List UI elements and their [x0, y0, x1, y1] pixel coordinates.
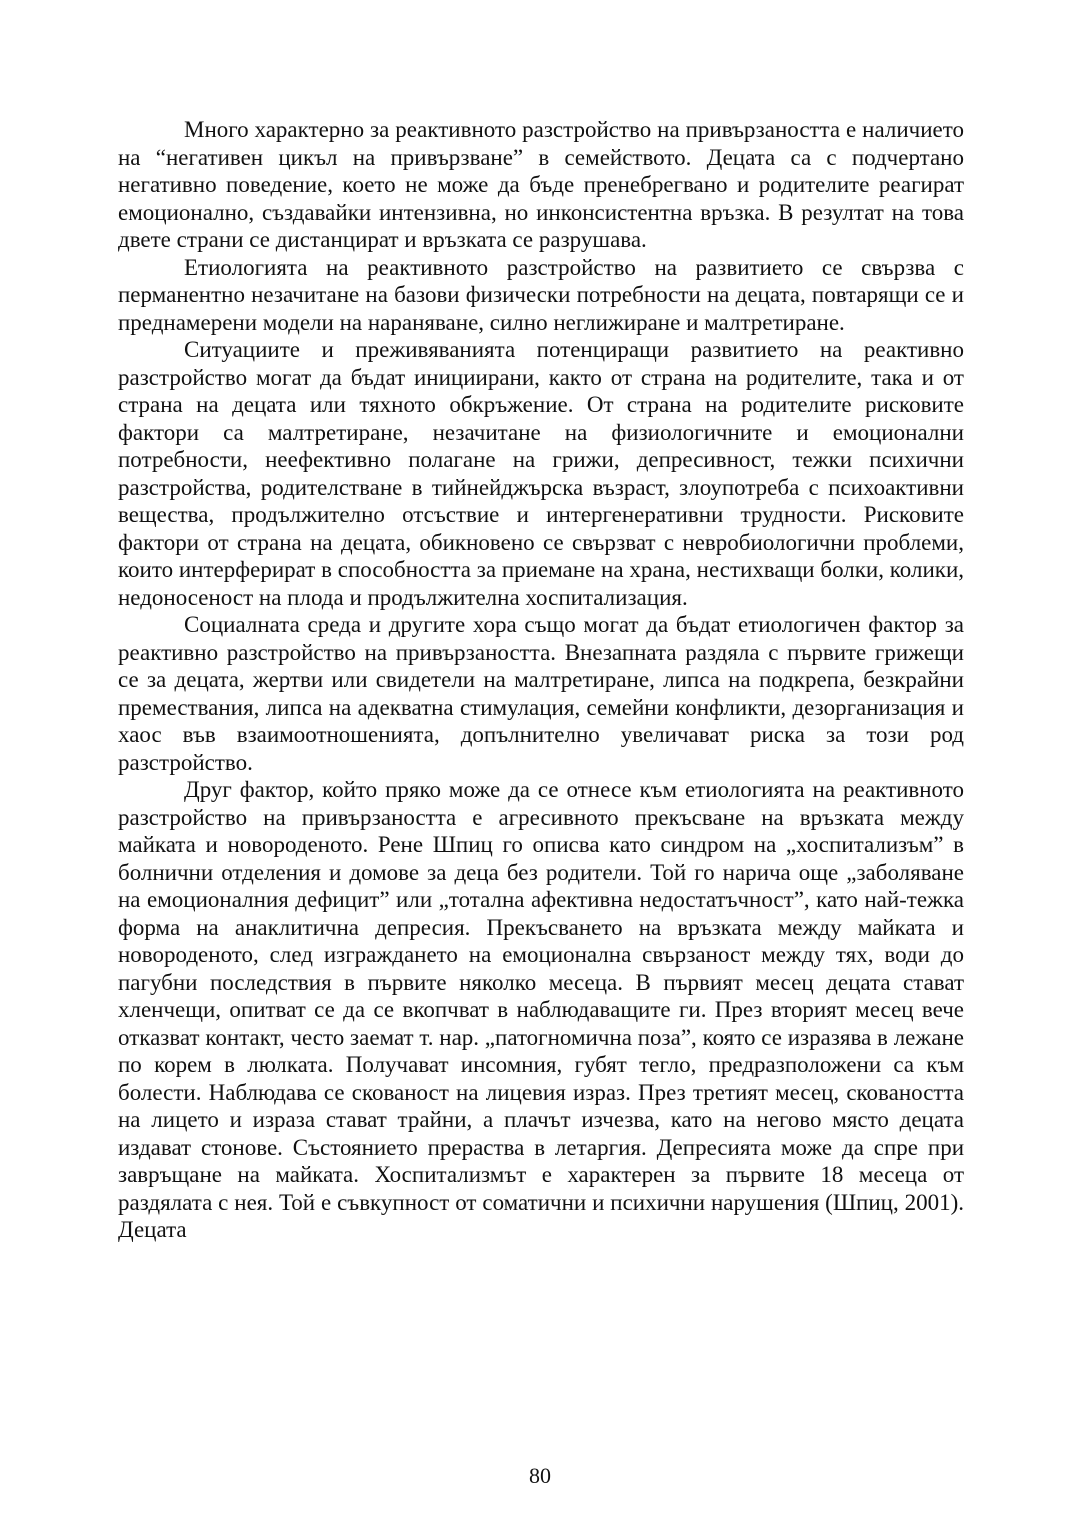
- paragraph-4: Социалната среда и другите хора също могат да бъдат етиологичен фактор за реактивно разстройство на привързаността. Внезапната раздяла с първите грижещи се за децата, жертви или свидетели на малтретиране, липса на подкрепа, безкрайни премествания, липса на адекватна стимулация, семейни конфликти, дезорганизация и хаос във взаимоотношенията, допълнително увеличават риска за този род разстройство.: [118, 612, 964, 775]
- page-number: 80: [529, 1463, 551, 1488]
- paragraph-3: Ситуациите и преживяванията потенциращи развитието на реактивно разстройство могат да бъдат инициирани, както от страна на родителите, така и от страна на децата или тяхното обкръжение. От страна на родителите рисковите фактори са малтретиране, незачитане на физиологичните и емоционални потребности, неефективно полагане на грижи, депресивност, тежки психични разстройства, родителстване в тийнейджърска възраст, злоупотреба с психоактивни вещества, продължително отсъствие и интергенеративни трудности. Рисковите фактори от страна на децата, обикновено се свързват с невробиологични проблеми, които интерферират в способността за приемане на храна, нестихващи болки, колики, недоносеност на плода и продължителна хоспитализация.: [118, 337, 964, 610]
- paragraph-1: Много характерно за реактивното разстройство на привързаността е наличието на “негативен цикъл на привързване” в семейството. Децата са с подчертано негативно поведение, което не може да бъде пренебрегвано и родителите реагират емоционално, създавайки интензивна, но инконсистентна връзка. В резултат на това двете страни се дистанцират и връзката се разрушава.: [118, 117, 964, 252]
- paragraph-2: Етиологията на реактивното разстройство на развитието се свързва с перманентно незачитане на базови физически потребности на децата, повтарящи се и преднамерени модели на нараняване, силно неглижиране и малтретиране.: [118, 254, 964, 335]
- page-body: [118, 116, 964, 1244]
- paragraph-5: Друг фактор, който пряко може да се отнесе към етиологията на реактивното разстройство на привързаността е агресивното прекъсване на връзката между майката и новороденото. Рене Шпиц го описва като синдром на „хоспитализъм” в болнични отделения и домове за деца без родители. Той го нарича още „заболяване на емоционалния дефицит” или „тотална афективна недостатъчност”, като най-тежка форма на анаклитична депресия. Прекъсването на връзката между майката и новороденото, след изграждането на емоционална свързаност между тях, води до пагубни последствия в първите няколко месеца. В първият месец децата стават хленчещи, опитват се да се вкопчват в наблюдаващите ги. През вторият месец вече отказват контакт, често заемат т. нар. „патогномична поза”, която се изразява в лежане по корем в люлката. Получават инсомния, губят тегло, предразположени са към болести. Наблюдава се скованост на лицевия израз. През третият месец, сковаността на лицето и израза стават трайни, а плачът изчезва, като на негово място децата издават стонове. Състоянието прераства в летаргия. Депресията може да спре при завръщане на майката. Хоспитализмът е характерен за първите 18 месеца от раздялата с нея. Той е съвкупност от соматични и психични нарушения (Шпиц, 2001). Децата: [118, 777, 964, 1242]
